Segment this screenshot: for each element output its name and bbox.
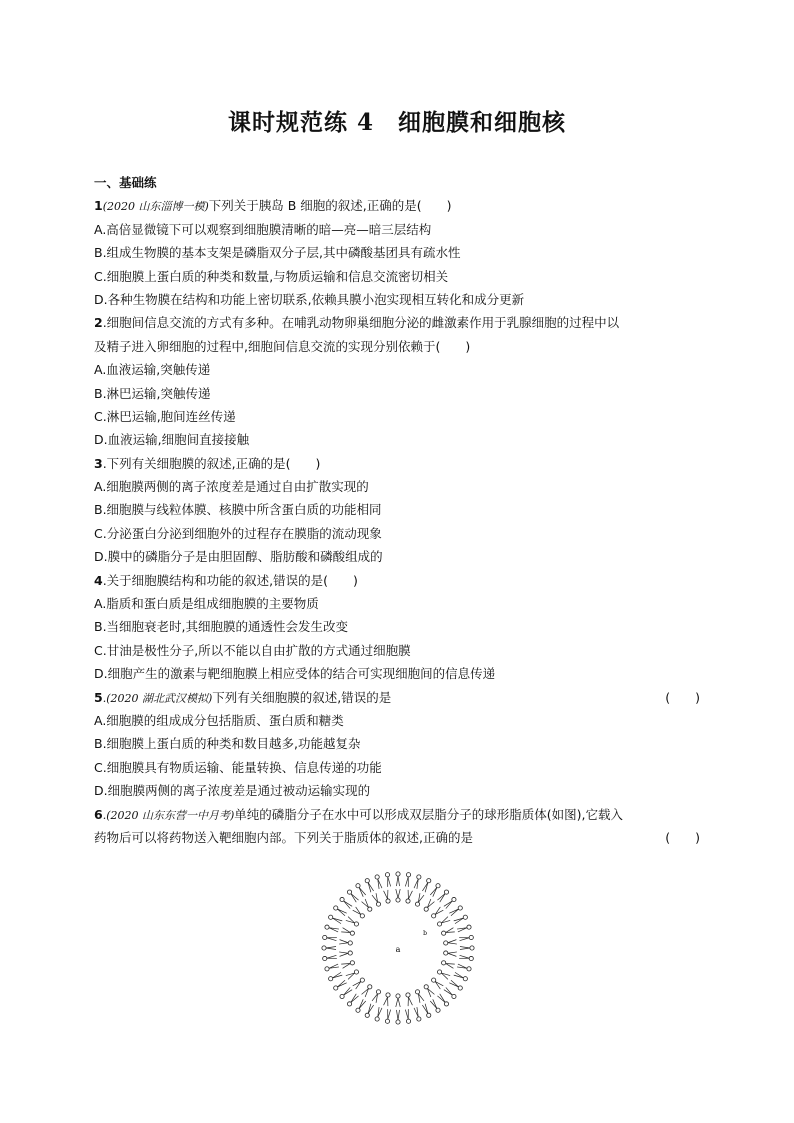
- question-3-option-a: A.细胞膜两侧的离子浓度差是通过自由扩散实现的: [94, 479, 369, 495]
- phospholipid-tail: [425, 1004, 428, 1014]
- phospholipid-tail: [384, 997, 388, 1005]
- question-3-option-d: D.膜中的磷脂分子是由胆固醇、脂肪酸和磷酸组成的: [94, 549, 383, 565]
- question-1-option-a: A.高倍显微镜下可以观察到细胞膜清晰的暗—亮—暗三层结构: [94, 221, 432, 237]
- answer-parens: ( ): [665, 689, 700, 705]
- phospholipid: [341, 961, 354, 969]
- phospholipid-tail: [405, 1010, 408, 1020]
- phospholipid-tail: [448, 943, 457, 944]
- question-4-option-a: A.脂质和蛋白质是组成细胞膜的主要物质: [94, 596, 319, 612]
- phospholipid: [384, 890, 391, 903]
- question-5-option-d: D.细胞膜两侧的离子浓度差是通过被动运输实现的: [94, 783, 371, 799]
- phospholipid-head: [427, 1013, 431, 1017]
- question-number: 3: [94, 455, 103, 471]
- phospholipid-tail: [339, 943, 348, 944]
- phospholipid-head: [323, 935, 327, 939]
- phospholipid-head: [469, 935, 473, 939]
- phospholipid-tail: [368, 883, 371, 893]
- phospholipid-head: [406, 993, 410, 997]
- phospholipid-head: [458, 906, 462, 910]
- question-4-option-b: B.当细胞衰老时,其细胞膜的通透性会发生改变: [94, 619, 349, 635]
- question-number: 1: [94, 198, 103, 214]
- phospholipid-tail: [398, 1010, 400, 1020]
- question-3-option-c: C.分泌蛋白分泌到细胞外的过程存在膜脂的流动现象: [94, 525, 382, 541]
- phospholipid-head: [415, 902, 419, 906]
- question-text: .下列有关细胞膜的叙述,正确的是( ): [102, 455, 321, 471]
- phospholipid-head: [347, 1002, 351, 1006]
- liposome-diagram: [318, 868, 478, 1028]
- phospholipid-head: [356, 884, 360, 888]
- phospholipid: [323, 935, 337, 940]
- phospholipid: [444, 940, 457, 945]
- phospholipid: [346, 970, 359, 979]
- phospholipid: [356, 884, 366, 897]
- phospholipid: [430, 999, 440, 1012]
- phospholipid-tail: [396, 889, 398, 898]
- phospholipid: [437, 917, 450, 926]
- phospholipid-tail: [396, 876, 398, 886]
- phospholipid-head: [442, 931, 446, 935]
- phospholipid-head: [348, 951, 352, 955]
- phospholipid: [406, 890, 413, 903]
- phospholipid: [385, 1009, 390, 1023]
- bilayer-label: b: [423, 930, 427, 937]
- phospholipid-head: [356, 1008, 360, 1012]
- phospholipid-head: [417, 875, 421, 879]
- phospholipid-head: [323, 956, 327, 960]
- phospholipid-tail: [454, 918, 464, 921]
- phospholipid-head: [322, 946, 326, 950]
- phospholipid-head: [442, 961, 446, 965]
- phospholipid-head: [406, 899, 410, 903]
- phospholipid: [444, 897, 456, 908]
- answer-parens: ( ): [665, 829, 700, 845]
- phospholipid: [340, 987, 352, 998]
- phospholipid: [362, 899, 372, 911]
- phospholipid-head: [415, 990, 419, 994]
- phospholipid: [437, 970, 450, 979]
- phospholipid-tail: [340, 953, 349, 956]
- phospholipid: [454, 972, 468, 980]
- phospholipid-tail: [327, 938, 337, 941]
- phospholipid-head: [325, 925, 329, 929]
- phospholipid: [442, 961, 455, 969]
- phospholipid-head: [467, 967, 471, 971]
- phospholipid-tail: [455, 972, 463, 977]
- phospholipid: [424, 985, 434, 997]
- phospholipid-tail: [422, 1005, 427, 1013]
- phospholipid-tail: [359, 1001, 366, 1009]
- question-source: (2020 山东淄博一模): [102, 200, 209, 214]
- phospholipid-tail: [408, 997, 412, 1005]
- phospholipid-head: [347, 890, 351, 894]
- phospholipid-tail: [326, 948, 336, 950]
- phospholipid-tail: [368, 1005, 373, 1013]
- phospholipid-head: [463, 915, 467, 919]
- phospholipid-head: [350, 961, 354, 965]
- phospholipid: [424, 899, 434, 911]
- question-3-stem: [94, 452, 704, 475]
- question-2-stem: [94, 311, 704, 334]
- phospholipid-head: [354, 970, 358, 974]
- phospholipid-tail: [338, 909, 347, 913]
- phospholipid-tail: [340, 940, 349, 943]
- phospholipid-head: [376, 990, 380, 994]
- phospholipid-head: [365, 1013, 369, 1017]
- question-1-option-b: B.组成生物膜的基本支架是磷脂双分子层,其中磷酸基团具有疏水性: [94, 245, 461, 261]
- question-2-option-d: D.血液运输,细胞间直接接触: [94, 432, 250, 448]
- question-number: 4: [94, 572, 103, 588]
- phospholipid: [459, 935, 473, 940]
- phospholipid: [460, 946, 474, 950]
- question-text: .关于细胞膜结构和功能的叙述,错误的是( ): [102, 572, 358, 588]
- phospholipid: [437, 890, 448, 902]
- phospholipid: [365, 879, 373, 893]
- phospholipid: [339, 951, 352, 956]
- phospholipid: [437, 994, 448, 1006]
- question-6-stem-continued: [94, 826, 704, 849]
- phospholipid: [341, 928, 354, 936]
- phospholipid: [444, 987, 456, 998]
- phospholipid-head: [396, 1020, 400, 1024]
- phospholipid-head: [334, 906, 338, 910]
- phospholipid-tail: [398, 998, 400, 1007]
- page-title: 课时规范练 4 细胞膜和细胞核: [227, 109, 566, 136]
- exercise-content: [94, 171, 704, 849]
- phospholipid: [353, 978, 365, 989]
- question-number: 5: [94, 689, 103, 705]
- phospholipid: [449, 980, 462, 990]
- phospholipid-tail: [368, 883, 373, 891]
- phospholipid-tail: [451, 909, 459, 916]
- question-number: 6: [94, 806, 103, 822]
- question-source: .(2020 山东东营一中月考): [102, 808, 235, 822]
- phospholipid-tail: [333, 975, 343, 978]
- phospholipid-tail: [388, 877, 391, 887]
- phospholipid: [334, 980, 347, 990]
- phospholipid: [396, 994, 400, 1007]
- phospholipid: [353, 907, 365, 918]
- phospholipid: [396, 1010, 400, 1024]
- phospholipid-tail: [359, 888, 363, 897]
- phospholipid: [414, 875, 421, 889]
- phospholipid: [415, 893, 424, 906]
- question-6-stem: [94, 803, 704, 826]
- question-4-option-c: C.甘油是极性分子,所以不能以自由扩散的方式通过细胞膜: [94, 642, 411, 658]
- phospholipid: [454, 915, 468, 923]
- question-number: 2: [94, 315, 103, 331]
- phospholipid-tail: [448, 940, 457, 943]
- phospholipid-tail: [454, 975, 464, 978]
- phospholipid: [406, 993, 413, 1006]
- phospholipid-tail: [460, 948, 470, 950]
- question-text: 下列有关细胞膜的叙述,错误的是: [212, 689, 392, 705]
- phospholipid: [347, 890, 358, 902]
- phospholipid-head: [417, 1017, 421, 1021]
- phospholipid-head: [334, 986, 338, 990]
- phospholipid: [375, 1007, 382, 1021]
- phospholipid-head: [463, 977, 467, 981]
- phospholipid-tail: [384, 891, 388, 899]
- inner-cavity-label: a: [395, 945, 401, 954]
- question-text: 下列关于胰岛 B 细胞的叙述,正确的是( ): [208, 198, 452, 214]
- phospholipid: [396, 889, 400, 902]
- phospholipid: [405, 1009, 410, 1023]
- phospholipid-tail: [326, 946, 336, 948]
- phospholipid-tail: [433, 999, 437, 1008]
- phospholipid-tail: [338, 909, 346, 916]
- phospholipid: [457, 964, 471, 971]
- phospholipid-head: [436, 1008, 440, 1012]
- phospholipid-tail: [333, 918, 343, 921]
- phospholipid-head: [340, 897, 344, 901]
- phospholipid-tail: [359, 888, 366, 896]
- phospholipid: [365, 1004, 373, 1018]
- phospholipid-head: [340, 994, 344, 998]
- phospholipid-tail: [460, 946, 470, 948]
- question-2-stem-continued: 及精子进入卵细胞的过程中,细胞间信息交流的实现分别依赖于( ): [94, 338, 471, 354]
- phospholipid-tail: [408, 891, 412, 899]
- phospholipid-head: [458, 986, 462, 990]
- phospholipid: [325, 964, 339, 971]
- phospholipid-head: [406, 873, 410, 877]
- phospholipid: [322, 946, 336, 950]
- phospholipid-head: [444, 951, 448, 955]
- phospholipid: [459, 955, 473, 960]
- phospholipid-tail: [398, 876, 400, 886]
- phospholipid-head: [348, 941, 352, 945]
- phospholipid-head: [467, 925, 471, 929]
- phospholipid: [422, 879, 430, 893]
- phospholipid-tail: [396, 998, 398, 1007]
- phospholipid-head: [350, 931, 354, 935]
- phospholipid-tail: [451, 980, 459, 987]
- phospholipid: [323, 955, 337, 960]
- phospholipid: [430, 884, 440, 897]
- phospholipid: [385, 873, 390, 887]
- phospholipid-tail: [405, 877, 408, 887]
- question-4-stem: [94, 569, 704, 592]
- phospholipid-head: [385, 1019, 389, 1023]
- question-2-option-a: A.血液运输,突触传递: [94, 362, 211, 378]
- phospholipid: [372, 990, 381, 1003]
- phospholipid-head: [437, 970, 441, 974]
- phospholipid: [432, 978, 444, 989]
- phospholipid-tail: [388, 1010, 391, 1020]
- phospholipid-tail: [368, 1004, 371, 1014]
- section-heading: 一、基础练: [94, 175, 157, 190]
- phospholipid: [432, 907, 444, 918]
- phospholipid-head: [444, 1002, 448, 1006]
- question-text: .细胞间信息交流的方式有多种。在哺乳动物卵巢细胞分泌的雌激素作用于乳腺细胞的过程中以: [102, 315, 620, 331]
- question-2-option-c: C.淋巴运输,胞间连丝传递: [94, 408, 236, 424]
- question-source: .(2020 湖北武汉模拟): [102, 691, 213, 705]
- phospholipid-head: [325, 967, 329, 971]
- phospholipid: [329, 972, 343, 980]
- phospholipid-head: [329, 915, 333, 919]
- phospholipid-head: [444, 941, 448, 945]
- question-text: 药物后可以将药物送入靶细胞内部。下列关于脂质体的叙述,正确的是: [94, 829, 473, 845]
- phospholipid-tail: [455, 918, 463, 923]
- phospholipid-tail: [327, 955, 337, 958]
- phospholipid: [449, 906, 462, 916]
- phospholipid-head: [452, 994, 456, 998]
- question-5-stem: [94, 686, 704, 709]
- phospholipid-head: [365, 879, 369, 883]
- phospholipid-tail: [433, 888, 437, 897]
- phospholipid: [405, 873, 410, 887]
- phospholipid: [362, 985, 372, 997]
- question-5-option-a: A.细胞膜的组成成分包括脂质、蛋白质和糖类: [94, 712, 344, 728]
- phospholipid: [325, 925, 339, 932]
- phospholipid: [356, 999, 366, 1012]
- question-4-option-d: D.细胞产生的激素与靶细胞膜上相应受体的结合可实现细胞间的信息传递: [94, 666, 496, 682]
- phospholipid-head: [437, 922, 441, 926]
- phospholipid: [329, 915, 343, 923]
- question-2-option-b: B.淋巴运输,突触传递: [94, 385, 211, 401]
- phospholipid: [422, 1004, 430, 1018]
- phospholipid-tail: [460, 955, 470, 958]
- phospholipid: [375, 875, 382, 889]
- phospholipid-head: [406, 1019, 410, 1023]
- phospholipid-head: [427, 879, 431, 883]
- question-5-option-b: B.细胞膜上蛋白质的种类和数目越多,功能越复杂: [94, 736, 361, 752]
- phospholipid-head: [396, 898, 400, 902]
- question-5-option-c: C.细胞膜具有物质运输、能量转换、信息传递的功能: [94, 759, 382, 775]
- phospholipid: [444, 951, 457, 956]
- question-1-option-d: D.各种生物膜在结构和功能上密切联系,依赖具膜小泡实现相互转化和成分更新: [94, 291, 525, 307]
- phospholipid: [334, 906, 347, 916]
- phospholipid-tail: [398, 889, 400, 898]
- phospholipid-head: [386, 993, 390, 997]
- phospholipid: [442, 928, 455, 936]
- phospholipid-head: [375, 1017, 379, 1021]
- phospholipid-head: [444, 890, 448, 894]
- phospholipid-head: [396, 994, 400, 998]
- phospholipid-head: [354, 922, 358, 926]
- phospholipid-tail: [430, 888, 437, 896]
- phospholipid-head: [376, 902, 380, 906]
- phospholipid: [340, 897, 352, 908]
- phospholipid: [415, 990, 424, 1003]
- question-1-stem: [94, 194, 704, 217]
- phospholipid-tail: [333, 918, 341, 923]
- phospholipid-tail: [449, 983, 458, 987]
- phospholipid-head: [386, 899, 390, 903]
- phospholipid-head: [470, 946, 474, 950]
- phospholipid: [396, 872, 400, 886]
- phospholipid-tail: [425, 883, 428, 893]
- question-text: 单纯的磷脂分子在水中可以形成双层脂分子的球形脂质体(如图),它载入: [234, 806, 624, 822]
- phospholipid-tail: [430, 1001, 437, 1009]
- phospholipid-tail: [396, 1010, 398, 1020]
- phospholipid-tail: [339, 952, 348, 953]
- phospholipid-tail: [338, 983, 347, 987]
- phospholipid-tail: [422, 883, 427, 891]
- phospholipid-tail: [449, 909, 458, 913]
- phospholipid-head: [436, 884, 440, 888]
- phospholipid-tail: [448, 953, 457, 956]
- phospholipid-tail: [359, 999, 363, 1008]
- phospholipid-head: [396, 872, 400, 876]
- phospholipid-head: [469, 956, 473, 960]
- question-1-option-c: C.细胞膜上蛋白质的种类和数量,与物质运输和信息交流密切相关: [94, 268, 449, 284]
- phospholipid-tail: [460, 938, 470, 941]
- phospholipid-tail: [333, 972, 341, 977]
- phospholipid: [457, 925, 471, 932]
- phospholipid: [384, 993, 391, 1006]
- phospholipid: [347, 994, 358, 1006]
- phospholipid-head: [452, 897, 456, 901]
- phospholipid: [346, 917, 359, 926]
- phospholipid-head: [385, 873, 389, 877]
- phospholipid: [372, 893, 381, 906]
- phospholipid-tail: [338, 980, 346, 987]
- question-3-option-b: B.细胞膜与线粒体膜、核膜中所含蛋白质的功能相同: [94, 502, 382, 518]
- phospholipid-head: [375, 875, 379, 879]
- phospholipid: [414, 1007, 421, 1021]
- phospholipid-head: [329, 977, 333, 981]
- phospholipid: [339, 940, 352, 945]
- phospholipid-tail: [448, 952, 457, 953]
